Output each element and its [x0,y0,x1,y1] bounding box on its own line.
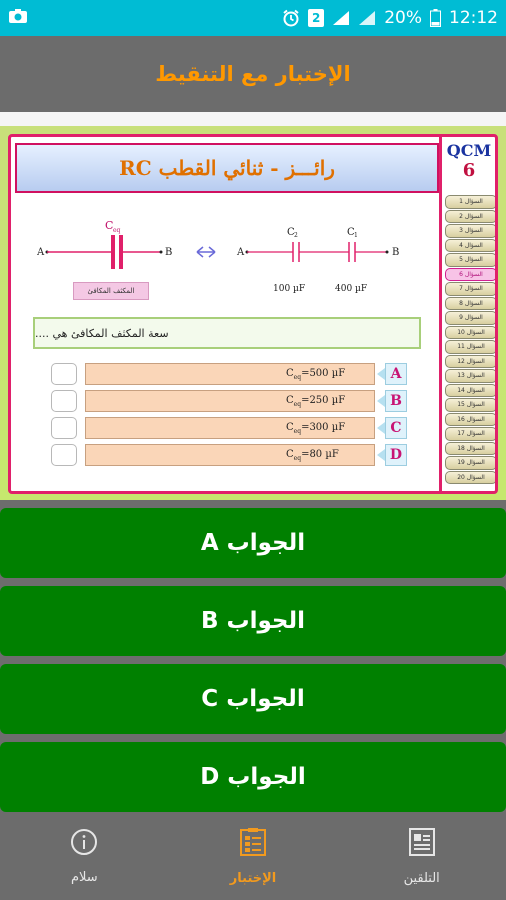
question-text: سعة المكثف المكافئ هي .... [33,317,421,349]
option-cap: C [286,395,294,406]
clock-time: 12:12 [449,8,498,28]
option-cap: C [286,368,294,379]
qcm-title-bar [15,143,439,193]
question-tab[interactable]: السؤال 17 [445,427,497,441]
question-tab[interactable]: السؤال 4 [445,239,497,253]
sim-badge-icon: 2 [308,9,324,27]
answer-button[interactable]: الجواب C [0,664,506,734]
question-tab[interactable]: السؤال 11 [445,340,497,354]
option-arrow-icon [377,422,385,434]
lessons-icon [408,827,436,861]
question-tab[interactable]: السؤال 6 [445,268,497,282]
qcm-title: رائـــز - ثنائي القطب RC [119,156,335,180]
question-tab[interactable]: السؤال 5 [445,253,497,267]
question-tab[interactable]: السؤال 8 [445,297,497,311]
qcm-badge-number: 6 [462,160,476,181]
option-row [51,444,407,466]
equivalent-capacitor-caption: المكثف المكافئ [73,282,149,300]
option-row [51,363,407,385]
option-cap-sub: eq [293,401,302,408]
option-row [51,390,407,412]
option-value [85,363,375,385]
option-row [51,417,407,439]
question-tab[interactable]: السؤال 15 [445,398,497,412]
equivalence-arrow-icon [197,247,215,257]
question-tab[interactable]: السؤال 1 [445,195,497,209]
question-tab[interactable]: السؤال 19 [445,456,497,470]
question-tab[interactable]: السؤال 13 [445,369,497,383]
c2-label-sub: 2 [294,232,298,239]
option-cap: C [286,422,294,433]
nav-item-quiz[interactable] [169,812,338,900]
option-cap-sub: eq [293,428,302,435]
node-b-right: B [392,247,400,258]
bottom-nav [0,812,506,900]
option-cap-sub: eq [293,374,302,381]
signal-icon [332,10,350,26]
option-checkbox[interactable] [51,390,77,412]
option-arrow-icon [377,449,385,461]
option-value-text: =500 µF [301,368,346,379]
option-letter: B [385,390,407,412]
option-value-text: =250 µF [301,395,346,406]
c2-value: 100 µF [273,284,306,294]
option-cap-sub: eq [293,455,302,462]
app-header [0,36,506,112]
nav-item-lessons[interactable] [337,812,506,900]
option-arrow-icon [377,368,385,380]
option-arrow-icon [377,395,385,407]
option-value-text: =300 µF [301,422,346,433]
battery-icon [430,9,441,27]
nav-label-lessons: التلقين [403,870,440,886]
node-a-right: A [237,247,245,258]
option-checkbox[interactable] [51,417,77,439]
option-value [85,417,375,439]
question-tab[interactable]: السؤال 7 [445,282,497,296]
info-icon [70,828,98,860]
status-bar [0,0,506,36]
question-tab[interactable]: السؤال 3 [445,224,497,238]
option-value-text: =80 µF [301,449,339,460]
question-tab[interactable]: السؤال 12 [445,355,497,369]
option-value [85,390,375,412]
c1-value: 400 µF [335,284,368,294]
option-letter: C [385,417,407,439]
page-title: الإختبار مع التنقيط [155,62,351,86]
ceq-label: C [105,219,114,232]
alarm-icon [282,9,300,27]
answer-button[interactable]: الجواب D [0,742,506,812]
question-tab[interactable]: السؤال 10 [445,326,497,340]
qcm-badge [443,141,495,191]
c2-label: C [287,227,295,238]
ceq-label-sub: eq [113,227,121,234]
option-checkbox[interactable] [51,444,77,466]
c1-label: C [347,227,355,238]
qcm-card [8,134,498,494]
node-a-left: A [37,247,45,258]
option-value [85,444,375,466]
option-checkbox[interactable] [51,363,77,385]
question-tab[interactable]: السؤال 20 [445,471,497,485]
option-letter: D [385,444,407,466]
nav-item-salam[interactable] [0,812,169,900]
signal-icon-2 [358,10,376,26]
qcm-panel [0,126,506,500]
answer-button[interactable]: الجواب B [0,586,506,656]
quiz-icon [239,827,267,861]
answer-button[interactable]: الجواب A [0,508,506,578]
node-b-left: B [165,247,173,258]
option-cap: C [286,449,294,460]
qcm-badge-label: QCM [446,141,492,160]
option-letter: A [385,363,407,385]
question-tab[interactable]: السؤال 2 [445,210,497,224]
header-divider [0,112,506,126]
question-tab[interactable]: السؤال 18 [445,442,497,456]
camera-icon [8,8,28,28]
question-tab[interactable]: السؤال 9 [445,311,497,325]
nav-label-salam: سلام [70,869,98,885]
question-tab[interactable]: السؤال 14 [445,384,497,398]
battery-percent: 20% [384,8,422,28]
nav-label-quiz: الإختبار [229,870,277,886]
question-list [445,195,497,485]
question-tab[interactable]: السؤال 16 [445,413,497,427]
c1-label-sub: 1 [354,232,358,239]
qcm-separator [439,137,442,494]
